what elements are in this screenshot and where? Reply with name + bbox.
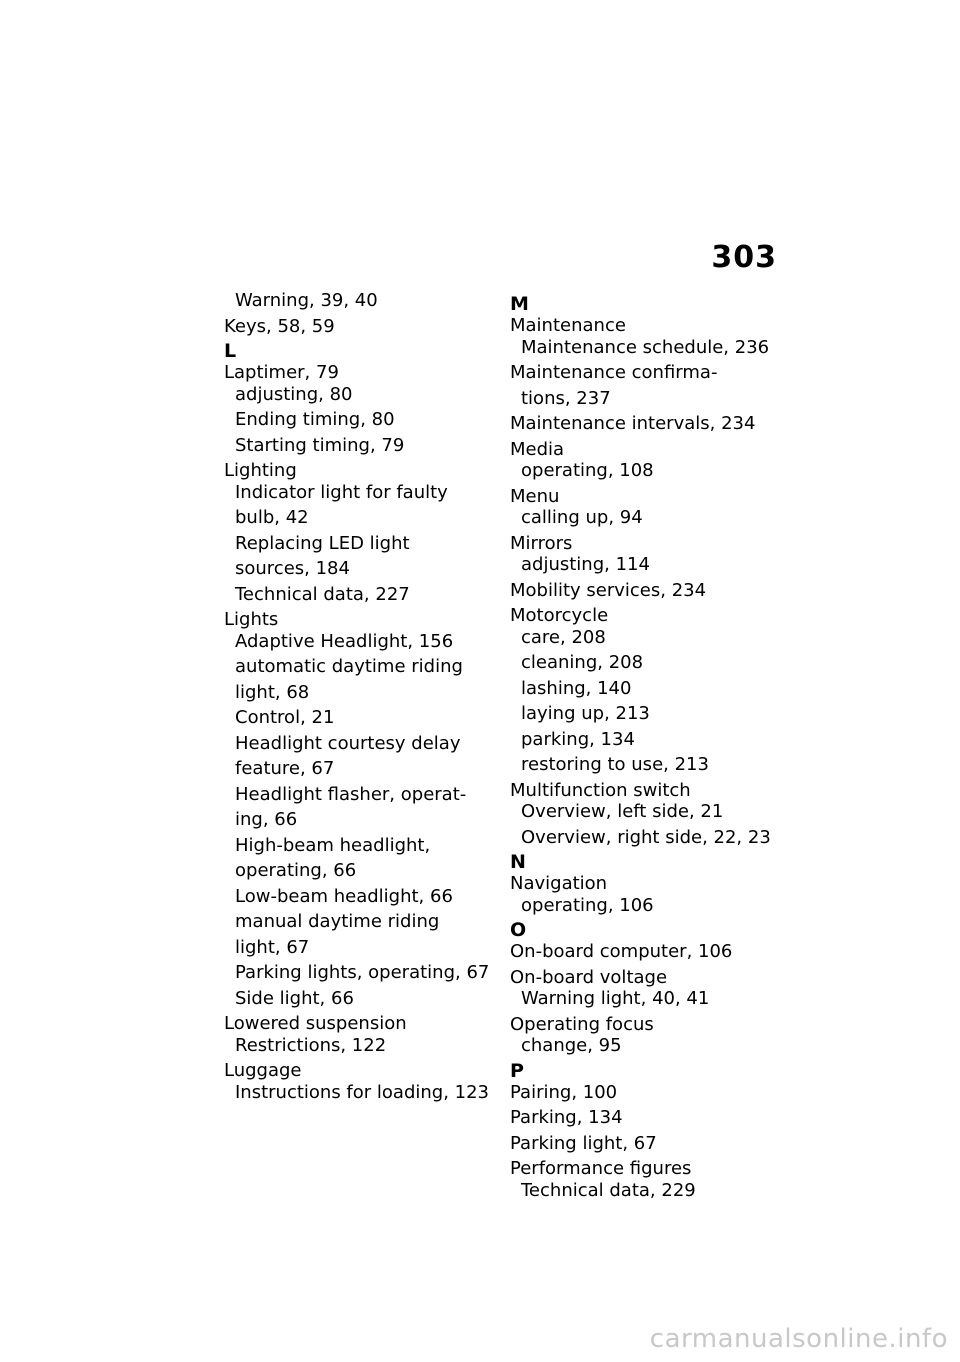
index-subentry: operating, 106 [521,894,654,916]
index-letter-heading: L [224,340,237,362]
index-subentry: operating, 108 [521,460,654,481]
index-column-left [224,290,494,1103]
index-subentry: Warning light, 40, 41 [521,988,710,1009]
index-subentry: cleaning, 208 [521,652,644,673]
index-subentry: Starting timing, 79 [235,434,405,456]
index-entry: Mobility services, 234 [510,579,707,601]
index-subentry: Ending timing, 80 [235,409,395,430]
index-entry: Parking light, 67 [510,1132,657,1154]
index-subentry: High-beam headlight, [235,834,431,856]
index-subentry: calling up, 94 [521,507,643,528]
index-subentry: automatic daytime riding [235,656,463,677]
index-entry-continuation: light, 67 [235,936,310,958]
index-entry: Performance figures [510,1158,692,1179]
index-letter-heading: O [510,919,527,941]
index-entry-continuation: light, 68 [235,681,310,703]
index-subentry: Replacing LED light [235,532,410,554]
index-entry: Menu [510,485,560,507]
index-subentry: Parking lights, operating, 67 [235,962,490,983]
index-entry: Luggage [224,1060,302,1081]
index-entry: Media [510,438,565,460]
index-subentry: Side light, 66 [235,987,354,1009]
index-subentry: Maintenance schedule, 236 [521,336,770,358]
index-entry: Maintenance [510,315,626,336]
index-entry: On-board voltage [510,966,668,988]
index-subentry: Headlight courtesy delay [235,732,461,754]
index-entry: Operating focus [510,1013,654,1035]
index-subentry: parking, 134 [521,728,635,750]
index-entry-continuation: bulb, 42 [235,507,309,528]
index-subentry: care, 208 [521,626,606,648]
index-letter-heading: N [510,851,526,873]
index-entry: Navigation [510,873,608,894]
watermark: carmanualsonline.info [649,1324,948,1354]
index-letter-heading: P [510,1059,524,1082]
index-entry: Pairing, 100 [510,1081,618,1103]
index-subentry: Control, 21 [235,707,335,728]
index-entry: Maintenance confirma- [510,362,718,383]
index-subentry: Technical data, 227 [235,583,410,605]
index-entry: Keys, 58, 59 [224,315,335,337]
index-subentry: Instructions for loading, 123 [235,1081,490,1103]
index-subentry: Low-beam headlight, 66 [235,885,453,907]
index-entry-continuation: tions, 237 [521,387,611,409]
index-entry: Lights [224,609,279,630]
index-subentry: Restrictions, 122 [235,1034,387,1056]
index-entry: Parking, 134 [510,1107,623,1128]
index-entry: Motorcycle [510,605,609,626]
index-entry: Lowered suspension [224,1013,407,1034]
index-subentry: Warning, 39, 40 [235,290,378,311]
index-entry-continuation: sources, 184 [235,558,350,579]
index-entry: Mirrors [510,532,573,554]
index-entry-continuation: feature, 67 [235,758,335,779]
index-subentry: Overview, left side, 21 [521,801,724,822]
index-entry: Maintenance intervals, 234 [510,413,756,434]
index-subentry: Adaptive Headlight, 156 [235,630,454,652]
index-entry: On-board computer, 106 [510,941,733,962]
index-subentry: restoring to use, 213 [521,754,709,775]
index-subentry: adjusting, 114 [521,554,650,575]
index-subentry: Headlight flasher, operat- [235,783,467,805]
index-subentry: Overview, right side, 22, 23 [521,826,771,848]
index-letter-heading: M [510,293,529,315]
index-entry-continuation: ing, 66 [235,809,298,830]
index-subentry: change, 95 [521,1035,622,1056]
page-number: 303 [711,240,777,275]
index-subentry: lashing, 140 [521,677,632,699]
index-subentry: adjusting, 80 [235,383,353,405]
index-entry: Lighting [224,460,297,481]
index-subentry: laying up, 213 [521,703,650,724]
index-subentry: Technical data, 229 [521,1179,696,1201]
index-entry: Laptimer, 79 [224,362,339,383]
index-subentry: manual daytime riding [235,911,440,932]
index-column-right [510,290,780,1201]
index-entry-continuation: operating, 66 [235,860,357,881]
index-subentry: Indicator light for faulty [235,481,448,503]
index-entry: Multifunction switch [510,779,691,801]
